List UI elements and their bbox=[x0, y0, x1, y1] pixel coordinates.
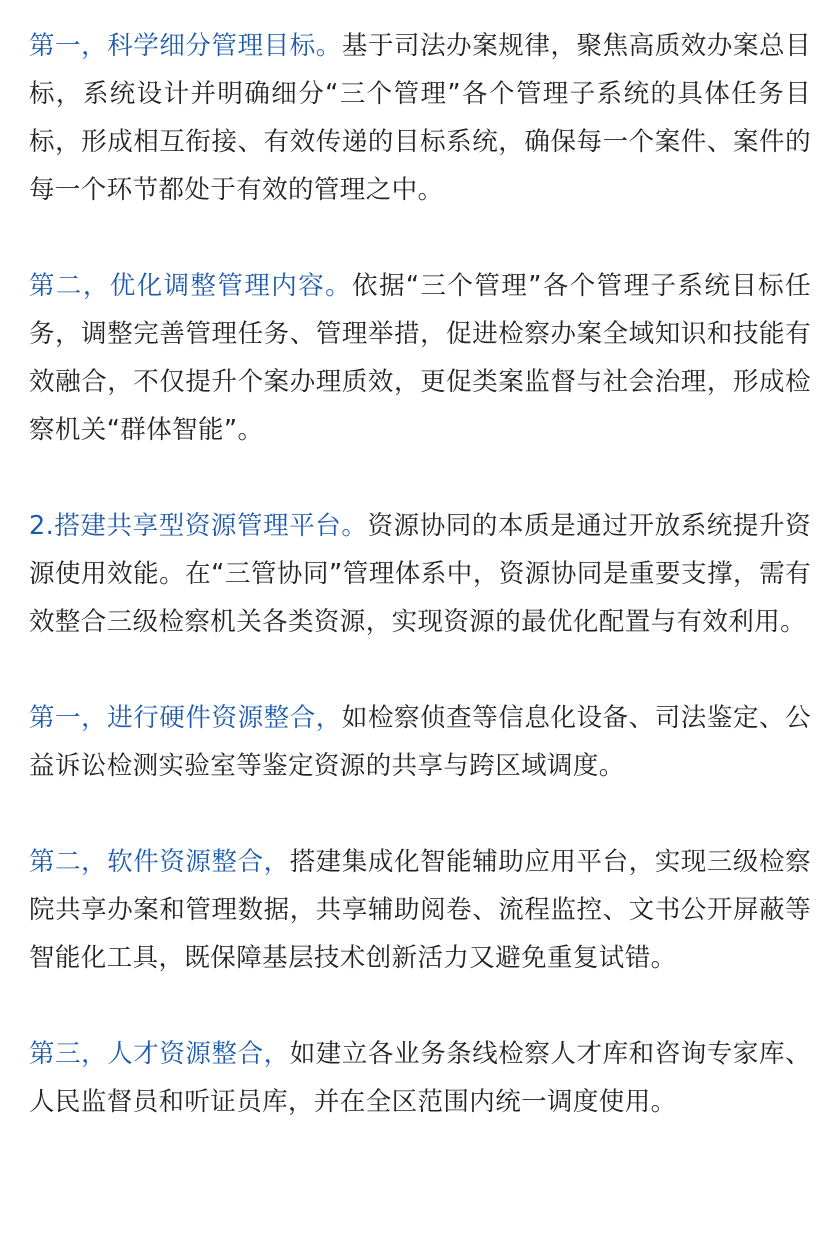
paragraph-text: 依据“三个管理”各个管理子系统目标任务，调整完善管理任务、管理举措，促进检察办案全域知识和技能有效融合，不仅提升个案办理质效，更促类案监督与社会治理，形成检察机关“群体智能”。 bbox=[29, 271, 811, 445]
paragraph-lead: 第一，进行硬件资源整合， bbox=[29, 703, 342, 733]
paragraph-text: 资源协同的本质是通过开放系统提升资源使用效能。在“三管协同”管理体系中，资源协同是重要支撑，需有效整合三级检察机关各类资源，实现资源的最优化配置与有效利用。 bbox=[29, 511, 811, 637]
paragraph-hardware-resources bbox=[29, 694, 811, 790]
paragraph-text: 如建立各业务条线检察人才库和咨询专家库、人民监督员和听证员库，并在全区范围内统一调度使用。 bbox=[29, 1039, 811, 1117]
paragraph-software-resources bbox=[29, 838, 811, 982]
paragraph-text: 搭建集成化智能辅助应用平台，实现三级检察院共享办案和管理数据，共享辅助阅卷、流程监控、文书公开屏蔽等智能化工具，既保障基层技术创新活力又避免重复试错。 bbox=[29, 847, 811, 973]
paragraph-lead: 第一，科学细分管理目标。 bbox=[29, 31, 342, 61]
paragraph-talent-resources bbox=[29, 1030, 811, 1126]
paragraph-lead: 2.搭建共享型资源管理平台。 bbox=[29, 511, 368, 541]
paragraph-text: 如检察侦查等信息化设备、司法鉴定、公益诉讼检测实验室等鉴定资源的共享与跨区域调度。 bbox=[29, 703, 811, 781]
article-body bbox=[29, 22, 811, 1126]
paragraph-lead: 第三，人才资源整合， bbox=[29, 1039, 290, 1069]
paragraph-refine-goals bbox=[29, 22, 811, 214]
paragraph-resource-platform bbox=[29, 502, 811, 646]
paragraph-optimize-content bbox=[29, 262, 811, 454]
paragraph-lead: 第二，软件资源整合， bbox=[29, 847, 290, 877]
paragraph-lead: 第二，优化调整管理内容。 bbox=[29, 271, 353, 301]
paragraph-text: 基于司法办案规律，聚焦高质效办案总目标，系统设计并明确细分“三个管理”各个管理子系统的具体任务目标，形成相互衔接、有效传递的目标系统，确保每一个案件、案件的每一个环节都处于有效的管理之中。 bbox=[29, 31, 811, 205]
